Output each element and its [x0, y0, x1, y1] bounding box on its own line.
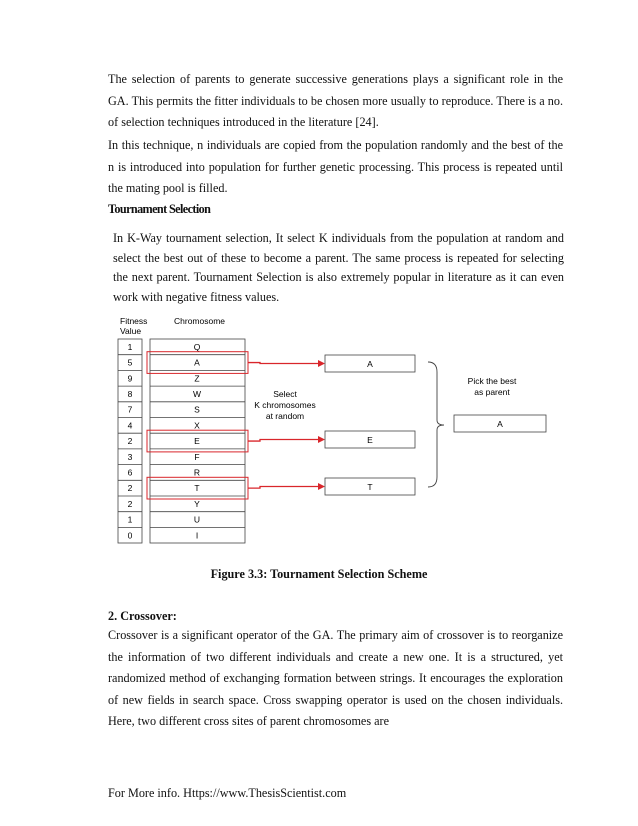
chromosome-cell: U: [193, 514, 201, 525]
chromosome-cell: S: [194, 404, 200, 415]
selection-bracket: [428, 362, 444, 487]
arrow-head: [318, 483, 325, 490]
selection-arrow: [248, 363, 318, 364]
figure-caption: Figure 3.3: Tournament Selection Scheme: [210, 567, 428, 581]
arrow-head: [318, 360, 325, 367]
fitness-value-cell: 9: [127, 373, 133, 384]
pick-best-line2: as parent: [474, 387, 510, 397]
fitness-value-cell: 2: [127, 498, 133, 509]
fitness-value-cell: 3: [127, 451, 133, 462]
selected-chromosome-label: E: [367, 435, 373, 445]
fitness-value-cell: 2: [127, 483, 133, 494]
chromosome-header: Chromosome: [174, 316, 226, 326]
fitness-value-cell: 6: [127, 467, 133, 478]
select-label-line2: K chromosomes: [254, 400, 316, 410]
fitness-value-cell: 1: [127, 514, 133, 525]
fitness-value-cell: 7: [127, 404, 133, 415]
fitness-value-cell: 5: [127, 357, 133, 368]
chromosome-cell: F: [194, 451, 200, 462]
chromosome-cell: Q: [193, 341, 201, 352]
chromosome-cell: T: [194, 483, 200, 494]
arrow-head: [318, 436, 325, 443]
chromosome-cell: W: [192, 388, 202, 399]
chromosome-cell: Z: [194, 373, 200, 384]
tournament-selection-heading: Tournament Selection: [108, 202, 211, 216]
fitness-header-line2: Value: [120, 326, 142, 336]
selection-arrow: [248, 440, 318, 442]
fitness-value-cell: 0: [127, 530, 133, 541]
chromosome-cell: A: [194, 357, 200, 368]
chromosome-cell: I: [195, 530, 199, 541]
select-label-line1: Select: [273, 389, 297, 399]
selection-intro-paragraph: The selection of parents to generate successive generations plays a significant role in the GA. This permits the fitter individuals to be chosen more usually to reproduce. There is a no. of selection techniques introduced in the literature [24].: [108, 72, 563, 129]
crossover-paragraph: Crossover is a significant operator of the GA. The primary aim of crossover is to reorganize the information of two different individuals and create a new one. It is a structured, yet randomized method of exchanging formation between strings. It encourages the exploration of new fields in search space. Cross swapping operator is used on the chosen individuals. Here, two different cross sites of parent chromosomes are: [108, 628, 563, 728]
selected-chromosome-label: A: [367, 359, 373, 369]
fitness-value-cell: 4: [127, 420, 133, 431]
select-label-line3: at random: [265, 411, 305, 421]
fitness-value-cell: 1: [127, 341, 133, 352]
selected-chromosome-label: T: [367, 482, 373, 492]
pick-best-line1: Pick the best: [467, 376, 517, 386]
fitness-header-line1: Fitness: [120, 316, 148, 326]
kway-paragraph: In K-Way tournament selection, It select K individuals from the population at random and select the best out of these to become a parent. The same process is repeated for selecting the next parent. Tournament Selection is also extremely popular in literature as it can even work with negative fitness values.: [113, 231, 564, 304]
fitness-value-cell: 2: [127, 436, 133, 447]
chromosome-cell: Y: [194, 498, 200, 509]
fitness-value-cell: 8: [127, 388, 133, 399]
tournament-selection-figure: [0, 310, 638, 550]
chromosome-cell: X: [194, 420, 200, 431]
footer-link[interactable]: For More info. Https://www.ThesisScientist.com: [108, 786, 347, 800]
chromosome-cell: E: [194, 436, 200, 447]
chromosome-cell: R: [193, 467, 201, 478]
crossover-heading: 2. Crossover:: [108, 609, 177, 623]
selection-arrow: [248, 487, 318, 489]
technique-paragraph: In this technique, n individuals are copied from the population randomly and the best of the n is introduced into population for further genetic processing. This process is repeated until the mating pool is filled.: [108, 138, 563, 195]
result-label: A: [497, 419, 503, 429]
